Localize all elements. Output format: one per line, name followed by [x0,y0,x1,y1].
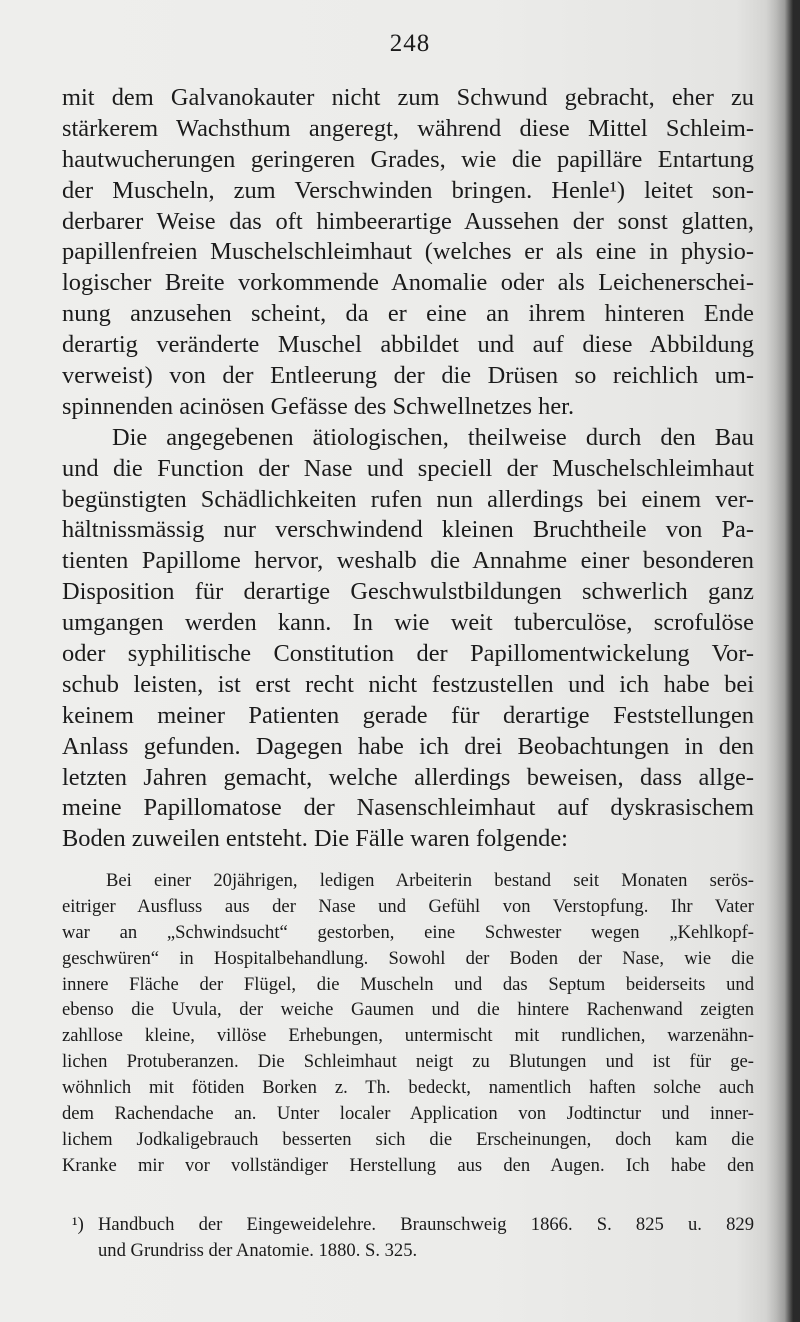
text-line: derbarer Weise das oft himbeerartige Aussehen der sonst glatten, [62,207,754,235]
text-line: schub leisten, ist erst recht nicht festzustellen und ich habe bei [62,670,754,698]
text-line: derartig veränderte Muschel abbildet und auf diese Abbildung [62,331,754,359]
text-line: mit dem Galvanokauter nicht zum Schwund gebracht, eher zu [62,84,754,111]
case-line: eitriger Ausfluss aus der Nase und Gefühl von Verstopfung. Ihr Vater [62,895,754,917]
text-line: begünstigten Schädlichkeiten rufen nun allerdings bei einem ver- [62,485,754,513]
text-line: keinem meiner Patienten gerade für derartige Feststellungen [62,701,754,729]
text-line: Die angegebenen ätiologischen, theilweise durch den Bau [112,423,754,451]
case-report [62,868,754,1179]
case-line: Kranke mir vor vollständiger Herstellung aus den Augen. Ich habe den [62,1154,754,1176]
text-line: Boden zuweilen entsteht. Die Fälle waren folgende: [62,825,568,853]
text-line: Anlass gefunden. Dagegen habe ich drei Beobachtungen in den [62,732,754,760]
case-line: dem Rachendache an. Unter localer Application von Jodtinctur und inner- [62,1103,754,1125]
page-number: 248 [389,30,431,57]
text-line: verweist) von der Entleerung der die Drüsen so reichlich um- [62,362,754,390]
footnote-line: und Grundriss der Anatomie. 1880. S. 325. [98,1240,418,1261]
text-line: nung anzusehen scheint, da er eine an ihrem hinteren Ende [62,300,754,328]
text-line: oder syphilitische Constitution der Papillomentwickelung Vor- [62,640,754,668]
text-line: tienten Papillome hervor, weshalb die Annahme einer besonderen [62,547,754,575]
case-line: zahllose kleine, villöse Erhebungen, untermischt mit rundlichen, warzenähn- [62,1025,754,1047]
text-line: und die Function der Nase und speciell der Muschelschleimhaut [62,454,754,482]
case-line: innere Fläche der Flügel, die Muscheln und das Septum beiderseits und [62,973,754,995]
case-line: geschwüren“ in Hospitalbehandlung. Sowohl der Boden der Nase, wie die [62,947,754,969]
footnote-mark: ¹) [72,1214,84,1235]
text-line: logischer Breite vorkommende Anomalie oder als Leichenerschei- [62,269,754,297]
text-line: hautwucherungen geringeren Grades, wie die papilläre Entartung [62,145,754,173]
text-line: letzten Jahren gemacht, welche allerdings beweisen, dass allge- [62,763,754,791]
case-line: wöhnlich mit fötiden Borken z. Th. bedeckt, namentlich haften solche auch [62,1077,754,1099]
case-line: Bei einer 20jährigen, ledigen Arbeiterin bestand seit Monaten serös- [106,870,754,891]
case-line: war an „Schwindsucht“ gestorben, eine Schwester wegen „Kehlkopf- [62,921,754,943]
case-line: ebenso die Uvula, der weiche Gaumen und die hintere Rachenwand zeigten [62,999,754,1021]
text-line: umgangen werden kann. In wie weit tuberculöse, scrofulöse [62,609,754,637]
text-line: hältnissmässig nur verschwindend kleinen Bruchtheile von Pa- [62,516,754,544]
main-text [62,83,754,855]
case-line: lichem Jodkaligebrauch besserten sich die Erscheinungen, doch kam die [62,1128,754,1150]
text-line: der Muscheln, zum Verschwinden bringen. Henle¹) leitet son- [62,176,754,204]
case-line: lichen Protuberanzen. Die Schleimhaut neigt zu Blutungen und ist für ge- [62,1051,754,1073]
footnote-line: Handbuch der Eingeweidelehre. Braunschweig 1866. S. 825 u. 829 [98,1214,754,1235]
text-line: meine Papillomatose der Nasenschleimhaut auf dyskrasischem [62,794,754,822]
page-edge-shadow [766,0,800,1322]
text-line: stärkerem Wachsthum angeregt, während diese Mittel Schleim- [62,114,754,142]
text-line: spinnenden acinösen Gefässe des Schwellnetzes her. [62,392,575,420]
footnote [72,1212,754,1264]
text-line: papillenfreien Muschelschleimhaut (welches er als eine in physio- [62,238,754,266]
text-line: Disposition für derartige Geschwulstbildungen schwerlich ganz [62,578,754,606]
